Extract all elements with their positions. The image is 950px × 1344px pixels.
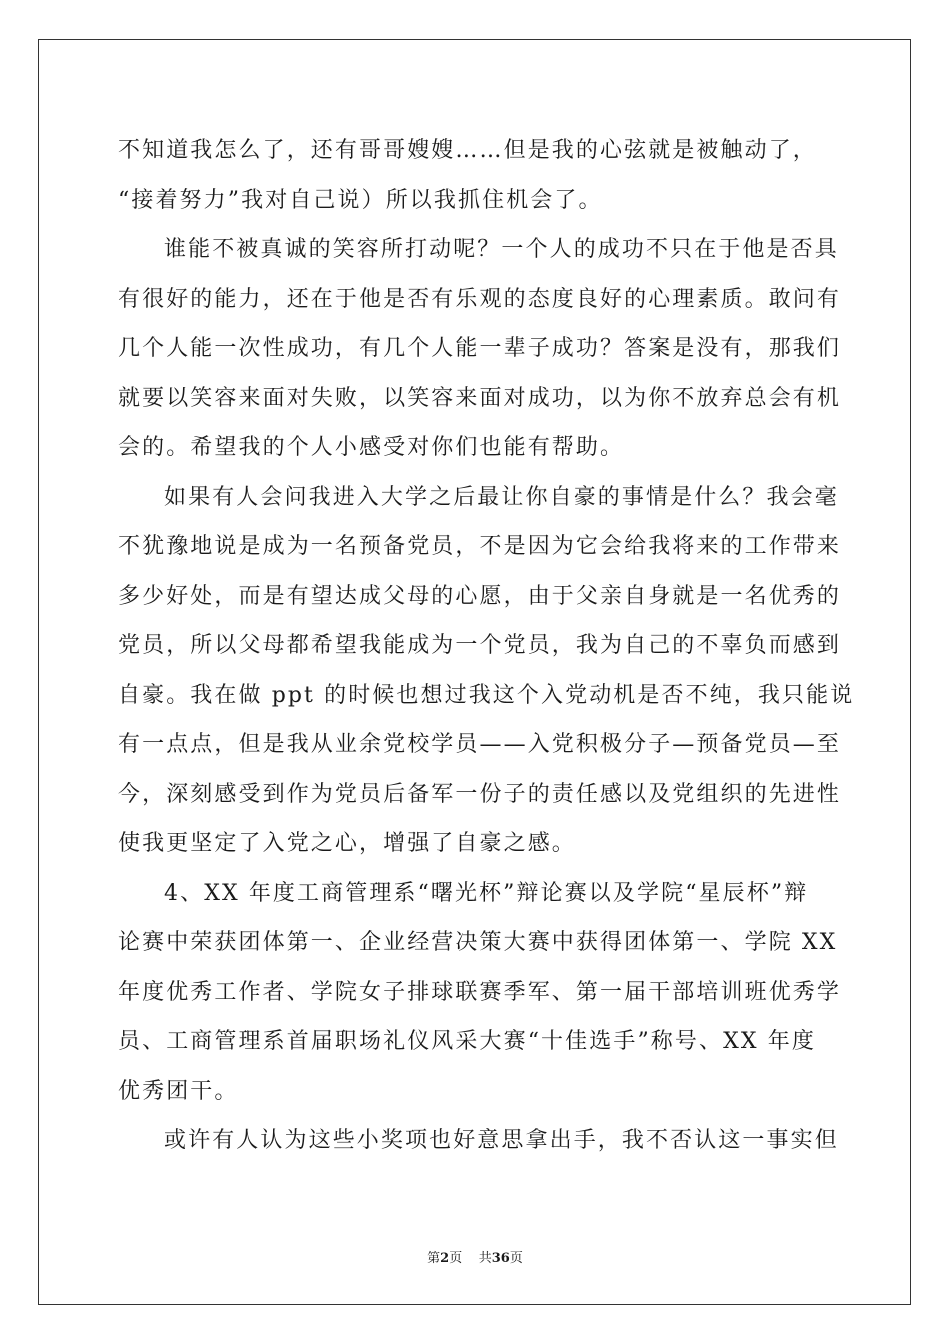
text-line: 年度优秀工作者、学院女子排球联赛季军、第一届干部培训班优秀学 xyxy=(118,979,842,1005)
page-number: 2 xyxy=(440,1251,450,1266)
paragraph-start-line: 如果有人会问我进入大学之后最让你自豪的事情是什么？我会毫 xyxy=(164,484,839,510)
paragraph-start-line: 谁能不被真诚的笑容所打动呢？一个人的成功不只在于他是否具 xyxy=(164,237,839,262)
text-line: 有一点点，但是我从业余党校学员——入党积极分子—预备党员—至 xyxy=(118,732,842,757)
text-line: 不知道我怎么了，还有哥哥嫂嫂……但是我的心弦就是被触动了， xyxy=(118,138,817,163)
text-line: 党员，所以父母都希望我能成为一个党员，我为自己的不辜负而感到 xyxy=(118,633,842,658)
text-line: 多少好处，而是有望达成父母的心愿，由于父亲自身就是一名优秀的 xyxy=(118,583,842,609)
text-line: 今，深刻感受到作为党员后备军一份子的责任感以及党组织的先进性 xyxy=(118,781,842,807)
page-footer xyxy=(0,1247,950,1266)
text-line: 使我更坚定了入党之心，增强了自豪之感。 xyxy=(118,831,576,856)
paragraph-start-line: 4、XX 年度工商管理系“曙光杯”辩论赛以及学院“星辰杯”辩 xyxy=(164,880,809,906)
text-line: 就要以笑容来面对失败，以笑容来面对成功，以为你不放弃总会有机 xyxy=(118,385,842,411)
text-line: “接着努力”我对自己说）所以我抓住机会了。 xyxy=(118,187,603,213)
text-line: 有很好的能力，还在于他是否有乐观的态度良好的心理素质。敢问有 xyxy=(118,286,842,312)
text-line: 几个人能一次性成功，有几个人能一辈子成功？答案是没有，那我们 xyxy=(118,336,842,361)
footer-page-suffix: 页 xyxy=(449,1251,463,1266)
footer-prefix: 第 xyxy=(427,1251,441,1266)
footer-total-suffix: 页 xyxy=(509,1251,523,1266)
text-line: 会的。希望我的个人小感受对你们也能有帮助。 xyxy=(118,435,625,460)
document-body xyxy=(118,126,855,1166)
footer-total-prefix: 共 xyxy=(478,1251,492,1266)
text-line: 自豪。我在做 ppt 的时候也想过我这个入党动机是否不纯，我只能说 xyxy=(118,682,855,708)
text-line: 员、工商管理系首届职场礼仪风采大赛“十佳选手”称号、XX 年度 xyxy=(118,1029,816,1054)
text-line: 论赛中荣获团体第一、企业经营决策大赛中获得团体第一、学院 XX xyxy=(118,930,838,955)
total-pages: 36 xyxy=(491,1251,510,1266)
text-line: 优秀团干。 xyxy=(118,1078,239,1104)
paragraph-start-line: 或许有人认为这些小奖项也好意思拿出手，我不否认这一事实但 xyxy=(164,1128,839,1153)
text-line: 不犹豫地说是成为一名预备党员，不是因为它会给我将来的工作带来 xyxy=(118,534,842,559)
